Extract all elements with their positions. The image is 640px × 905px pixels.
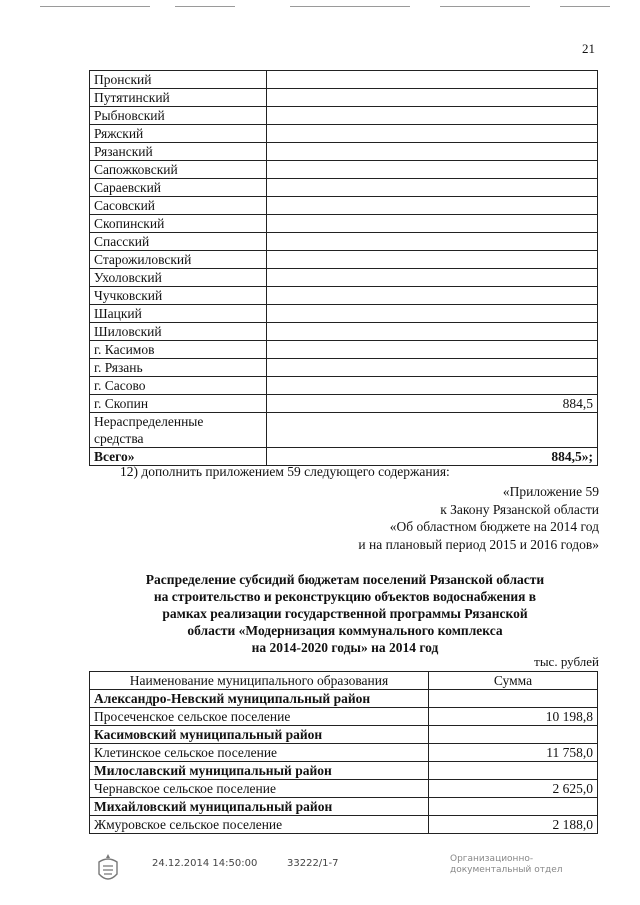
district-row xyxy=(90,762,598,780)
amount-cell xyxy=(267,305,598,323)
district-name: Старожиловский xyxy=(90,251,267,269)
settlement-row xyxy=(90,744,598,762)
footer-code: 33222/1-7 xyxy=(287,858,339,869)
amount-cell: 2 188,0 xyxy=(429,816,598,834)
district-name: Скопинский xyxy=(90,215,267,233)
title-line: Распределение субсидий бюджетам поселений Рязанской области xyxy=(145,572,545,587)
table-row xyxy=(90,377,598,395)
page-footer xyxy=(0,852,640,902)
empty-cell xyxy=(429,690,598,708)
settlement-name: Жмуровское сельское поселение xyxy=(90,816,429,834)
table-row xyxy=(90,215,598,233)
settlement-name: Просеченское сельское поселение xyxy=(90,708,429,726)
table-row xyxy=(90,89,598,107)
amount-cell: 11 758,0 xyxy=(429,744,598,762)
settlement-name: Клетинское сельское поселение xyxy=(90,744,429,762)
district-name: Сасовский xyxy=(90,197,267,215)
district-row xyxy=(90,798,598,816)
total-row xyxy=(90,448,598,466)
district-name: г. Рязань xyxy=(90,359,267,377)
stamp-line: документальный отдел xyxy=(450,865,563,875)
table-row xyxy=(90,125,598,143)
table-row xyxy=(90,395,598,413)
district-name: Ряжский xyxy=(90,125,267,143)
amount-cell xyxy=(267,413,598,448)
subsidy-table xyxy=(89,671,598,834)
undistributed-label xyxy=(90,413,267,448)
amount-cell xyxy=(267,341,598,359)
appendix-line: «Об областном бюджете на 2014 год xyxy=(389,519,599,534)
amount-cell xyxy=(267,89,598,107)
title-line: области «Модернизация коммунального комплекса xyxy=(187,623,503,638)
district-row xyxy=(90,690,598,708)
district-name: Рыбновский xyxy=(90,107,267,125)
amount-cell xyxy=(267,215,598,233)
amount-cell xyxy=(267,143,598,161)
table-row xyxy=(90,179,598,197)
amount-cell: 884,5 xyxy=(267,395,598,413)
table-header-row xyxy=(90,672,598,690)
amendment-item-12: 12) дополнить приложением 59 следующего содержания: xyxy=(120,464,450,479)
settlement-row xyxy=(90,708,598,726)
stamp-line: Организационно- xyxy=(450,854,534,864)
amount-cell xyxy=(267,233,598,251)
empty-cell xyxy=(429,726,598,744)
settlement-row xyxy=(90,816,598,834)
units-label: тыс. рублей xyxy=(534,654,599,669)
amount-cell: 2 625,0 xyxy=(429,780,598,798)
district-name: Касимовский муниципальный район xyxy=(90,726,429,744)
district-row xyxy=(90,726,598,744)
subsidy-table-body xyxy=(90,672,598,834)
table-row xyxy=(90,287,598,305)
district-name: Сараевский xyxy=(90,179,267,197)
district-name: Шацкий xyxy=(90,305,267,323)
district-name: Рязанский xyxy=(90,143,267,161)
amount-cell xyxy=(267,269,598,287)
district-name: Михайловский муниципальный район xyxy=(90,798,429,816)
table-row xyxy=(90,323,598,341)
document-title xyxy=(90,571,600,656)
district-name: Милославский муниципальный район xyxy=(90,762,429,780)
footer-datetime: 24.12.2014 14:50:00 xyxy=(152,858,258,869)
table-row xyxy=(90,161,598,179)
table-row xyxy=(90,251,598,269)
undistributed-label-line: средства xyxy=(94,431,144,446)
table-row xyxy=(90,341,598,359)
amount-cell xyxy=(267,323,598,341)
table-row xyxy=(90,143,598,161)
budget-table-body xyxy=(90,71,598,466)
district-name: Спасский xyxy=(90,233,267,251)
amount-cell xyxy=(267,287,598,305)
table-row xyxy=(90,197,598,215)
amount-cell xyxy=(267,179,598,197)
appendix-header xyxy=(358,483,599,553)
title-line: на 2014-2020 годы» на 2014 год xyxy=(251,640,439,655)
budget-table-continued xyxy=(89,70,598,466)
page-number: 21 xyxy=(582,41,595,56)
district-name: г. Скопин xyxy=(90,395,267,413)
table-row xyxy=(90,71,598,89)
district-name: Александро-Невский муниципальный район xyxy=(90,690,429,708)
title-line: рамках реализации государственной программы Рязанской xyxy=(162,606,528,621)
table-row xyxy=(90,269,598,287)
amount-cell xyxy=(267,377,598,395)
footer-stamp xyxy=(450,854,562,876)
district-name: Ухоловский xyxy=(90,269,267,287)
amount-cell xyxy=(267,125,598,143)
amount-cell xyxy=(267,107,598,125)
emblem-icon xyxy=(95,852,121,886)
total-label: Всего» xyxy=(90,448,267,466)
amount-cell xyxy=(267,161,598,179)
district-name: Пронский xyxy=(90,71,267,89)
total-amount: 884,5»; xyxy=(267,448,598,466)
district-name: Путятинский xyxy=(90,89,267,107)
table-row xyxy=(90,359,598,377)
district-name: Шиловский xyxy=(90,323,267,341)
appendix-line: «Приложение 59 xyxy=(502,484,599,499)
table-row xyxy=(90,107,598,125)
district-name: Чучковский xyxy=(90,287,267,305)
column-header-name: Наименование муниципального образования xyxy=(90,672,429,690)
scan-artifact xyxy=(0,0,640,12)
undistributed-label-line: Нераспределенные xyxy=(94,414,204,429)
district-name: г. Касимов xyxy=(90,341,267,359)
table-row xyxy=(90,233,598,251)
appendix-line: к Закону Рязанской области xyxy=(440,501,599,517)
empty-cell xyxy=(429,798,598,816)
column-header-sum: Сумма xyxy=(429,672,598,690)
settlement-name: Чернавское сельское поселение xyxy=(90,780,429,798)
settlement-row xyxy=(90,780,598,798)
amount-cell xyxy=(267,71,598,89)
amount-cell xyxy=(267,359,598,377)
amount-cell: 10 198,8 xyxy=(429,708,598,726)
district-name: Сапожковский xyxy=(90,161,267,179)
appendix-line: и на плановый период 2015 и 2016 годов» xyxy=(358,536,599,552)
district-name: г. Сасово xyxy=(90,377,267,395)
undistributed-row xyxy=(90,413,598,448)
table-row xyxy=(90,305,598,323)
amount-cell xyxy=(267,197,598,215)
empty-cell xyxy=(429,762,598,780)
title-line: на строительство и реконструкцию объектов водоснабжения в xyxy=(153,589,537,604)
amount-cell xyxy=(267,251,598,269)
